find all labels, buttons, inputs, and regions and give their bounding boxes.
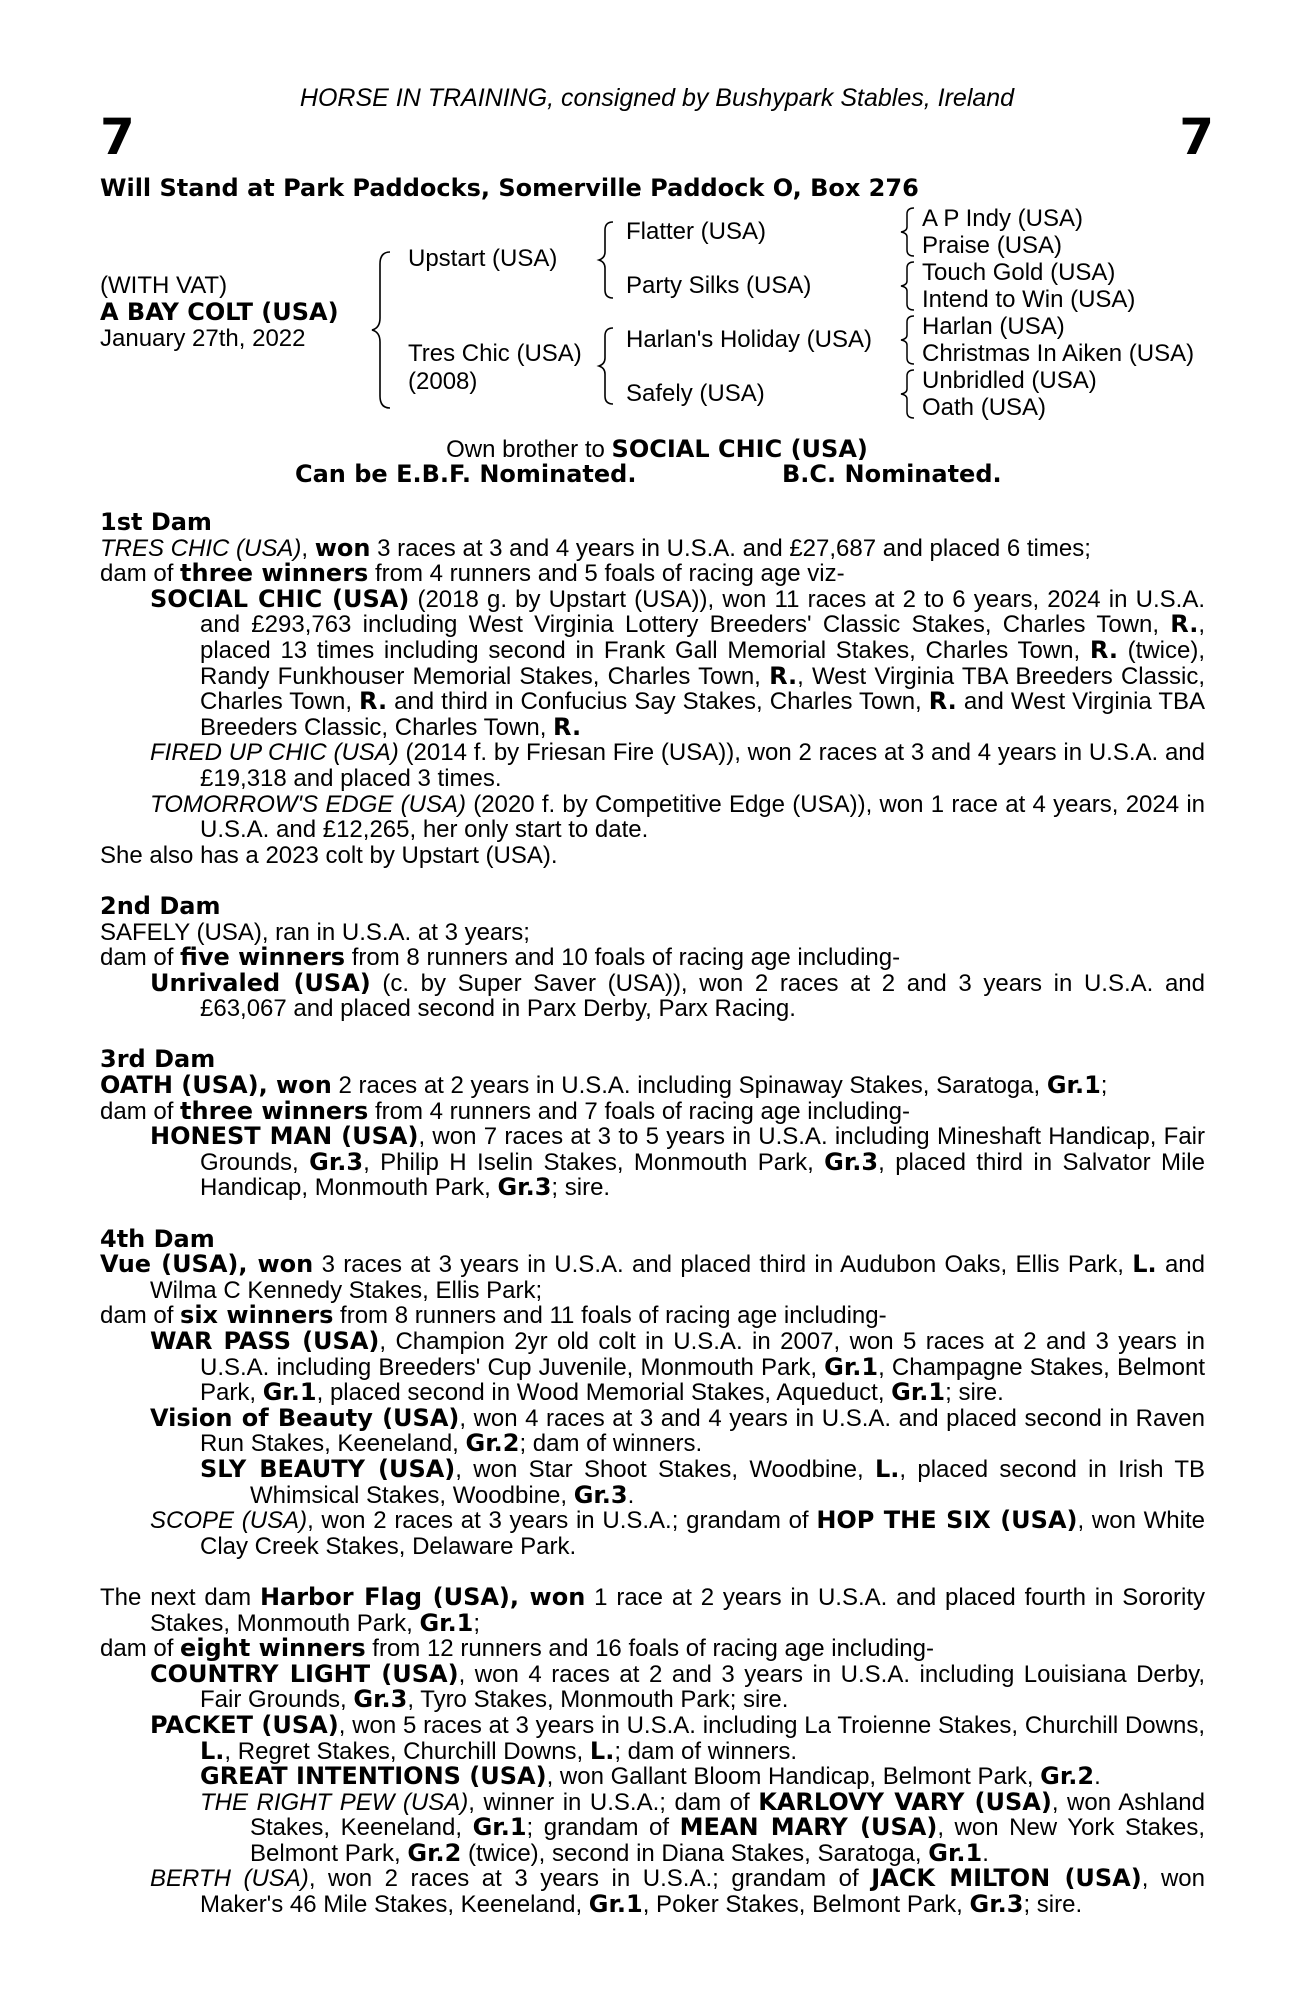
produce-entry: SLY BEAUTY (USA), won Star Shoot Stakes, Woodbine, L., placed second in Irish TB Whimsical Stakes, Woodbine, Gr.3. <box>200 1454 1206 1509</box>
produce-entry: SCOPE (USA), won 2 races at 3 years in U.S.A.; grandam of HOP THE SIX (USA), won White Clay Creek Stakes, Delaware Park. <box>150 1506 1205 1560</box>
fourth-dam-produce-line: dam of six winners from 8 runners and 11 foals of racing age including- <box>100 1301 887 1330</box>
gsire-5: Harlan (USA) <box>922 313 1065 340</box>
second-dam-heading: 2nd Dam <box>100 891 221 920</box>
next-dam-line: The next dam Harbor Flag (USA), won 1 race at 2 years in U.S.A. and placed fourth in Sorority Stakes, Monmouth Park, Gr.1; <box>100 1582 1205 1637</box>
produce-entry: WAR PASS (USA), Champion 2yr old colt in U.S.A. in 2007, won 5 races at 2 and 3 years in U.S.A. including Breeders' Cup Juvenile, Monmouth Park, Gr.1, Champagne Stakes, Belmont Park, Gr.1, placed second in Wood Memorial Stakes, Aqueduct, Gr.1; sire. <box>150 1327 1206 1407</box>
produce-entry: FIRED UP CHIC (USA) (2014 f. by Friesan Fire (USA)), won 2 races at 3 and 4 years in U.S.A. and £19,318 and placed 3 times. <box>150 739 1205 792</box>
third-dam-line: OATH (USA), won 2 races at 2 years in U.S.A. including Spinaway Stakes, Saratoga, Gr.1; <box>100 1071 1108 1100</box>
produce-entry: PACKET (USA), won 5 races at 3 years in U.S.A. including La Troienne Stakes, Churchill Downs, L., Regret Stakes, Churchill Downs, L.; dam of winners. <box>150 1710 1206 1765</box>
own-brother-note: Own brother to SOCIAL CHIC (USA) <box>446 435 868 463</box>
stand-location: Will Stand at Park Paddocks, Somerville Paddock O, Box 276 <box>100 174 919 202</box>
ebf-note: Can be E.B.F. Nominated. <box>295 460 637 488</box>
dam-year: (2008) <box>408 368 478 395</box>
gsire-3: Touch Gold (USA) <box>922 259 1116 286</box>
produce-entry: THE RIGHT PEW (USA), winner in U.S.A.; dam of KARLOVY VARY (USA), won Ashland Stakes, Keeneland, Gr.1; grandam of MEAN MARY (USA), won New York Stakes, Belmont Park, Gr.2 (twice), second in Diana Stakes, Saratoga, Gr.1. <box>200 1787 1205 1867</box>
bc-note: B.C. Nominated. <box>782 460 1002 488</box>
gsire-2: Praise (USA) <box>922 232 1063 259</box>
lot-name: A BAY COLT (USA) <box>100 298 339 326</box>
first-dam-line: TRES CHIC (USA), won 3 races at 3 and 4 years in U.S.A. and £27,687 and placed 6 times; <box>100 533 1091 562</box>
produce-entry: BERTH (USA), won 2 races at 3 years in U.S.A.; grandam of JACK MILTON (USA), won Maker's 46 Mile Stakes, Keeneland, Gr.1, Poker Stakes, Belmont Park, Gr.3; sire. <box>150 1864 1205 1919</box>
brace-g78 <box>898 368 918 420</box>
brace-g12 <box>898 206 918 258</box>
produce-entry: Vision of Beauty (USA), won 4 races at 3 and 4 years in U.S.A. and placed second in Raven Run Stakes, Keeneland, Gr.2; dam of winners. <box>150 1403 1205 1458</box>
produce-entry: TOMORROW'S EDGE (USA) (2020 f. by Competitive Edge (USA)), won 1 race at 4 years, 2024 in U.S.A. and £12,265, her only start to date. <box>150 790 1206 844</box>
first-dam-produce-line: dam of three winners from 4 runners and 5 foals of racing age viz- <box>100 559 845 588</box>
brace-sire <box>595 220 619 300</box>
sire-sire: Flatter (USA) <box>626 218 767 245</box>
vat-label: (WITH VAT) <box>100 272 228 299</box>
gsire-6: Christmas In Aiken (USA) <box>922 340 1195 367</box>
gsire-1: A P Indy (USA) <box>922 205 1083 232</box>
second-dam-line: SAFELY (USA), ran in U.S.A. at 3 years; <box>100 918 530 946</box>
produce-entry: SOCIAL CHIC (USA) (2018 g. by Upstart (USA)), won 11 races at 2 to 6 years, 2024 in U.S.A. and £293,763 including West Virginia Lottery Breeders' Classic Stakes, Charles Town, R., placed 13 times including second in Frank Gall Memorial Stakes, Charles Town, R. (twice), Randy Funkhouser Memorial Stakes, Charles Town, R., West Virginia TBA Breeders Classic, Charles Town, R. and third in Confucius Say Stakes, Charles Town, R. and West Virginia TBA Breeders Classic, Charles Town, R. <box>150 584 1206 741</box>
foaling-date: January 27th, 2022 <box>100 325 306 352</box>
catalogue-body <box>100 510 1205 1918</box>
produce-entry: HONEST MAN (USA), won 7 races at 3 to 5 years in U.S.A. including Mineshaft Handicap, Fair Grounds, Gr.3, Philip H Iselin Stakes, Monmouth Park, Gr.3, placed third in Salvator Mile Handicap, Monmouth Park, Gr.3; sire. <box>150 1122 1205 1202</box>
fourth-dam-heading: 4th Dam <box>100 1224 215 1253</box>
third-dam-heading: 3rd Dam <box>100 1045 216 1074</box>
gsire-4: Intend to Win (USA) <box>922 286 1136 313</box>
consignment-header: HORSE IN TRAINING, consigned by Bushypark Stables, Ireland <box>299 84 1015 112</box>
dam-dam: Safely (USA) <box>626 380 765 407</box>
also-has-note: She also has a 2023 colt by Upstart (USA). <box>100 841 558 869</box>
brace-main <box>368 250 398 410</box>
third-dam-produce-line: dam of three winners from 4 runners and 7 foals of racing age including- <box>100 1096 910 1125</box>
brace-dam <box>595 326 619 406</box>
produce-entry: Unrivaled (USA) (c. by Super Saver (USA)), won 2 races at 2 and 3 years in U.S.A. and £63,067 and placed second in Parx Derby, Parx Racing. <box>150 968 1205 1023</box>
first-dam-heading: 1st Dam <box>100 508 212 536</box>
gsire-7: Unbridled (USA) <box>922 367 1097 394</box>
sire: Upstart (USA) <box>408 245 558 272</box>
produce-entry: GREAT INTENTIONS (USA), won Gallant Bloom Handicap, Belmont Park, Gr.2. <box>200 1762 1101 1791</box>
produce-entry: COUNTRY LIGHT (USA), won 4 races at 2 and 3 years in U.S.A. including Louisiana Derby, Fair Grounds, Gr.3, Tyro Stakes, Monmouth Park; sire. <box>150 1659 1205 1714</box>
next-dam-produce-line: dam of eight winners from 12 runners and 16 foals of racing age including- <box>100 1634 934 1663</box>
brace-g56 <box>898 314 918 366</box>
second-dam-produce-line: dam of five winners from 8 runners and 10 foals of racing age including- <box>100 943 901 972</box>
brace-g34 <box>898 260 918 312</box>
dam: Tres Chic (USA) <box>408 340 582 367</box>
dam-sire: Harlan's Holiday (USA) <box>626 326 872 353</box>
lot-number-right: 7 <box>1179 108 1214 166</box>
lot-number-left: 7 <box>100 108 135 166</box>
sire-dam: Party Silks (USA) <box>626 272 812 299</box>
gsire-8: Oath (USA) <box>922 394 1047 421</box>
fourth-dam-line: Vue (USA), won 3 races at 3 years in U.S.A. and placed third in Audubon Oaks, Ellis Park, L. and Wilma C Kennedy Stakes, Ellis Park; <box>100 1250 1205 1304</box>
